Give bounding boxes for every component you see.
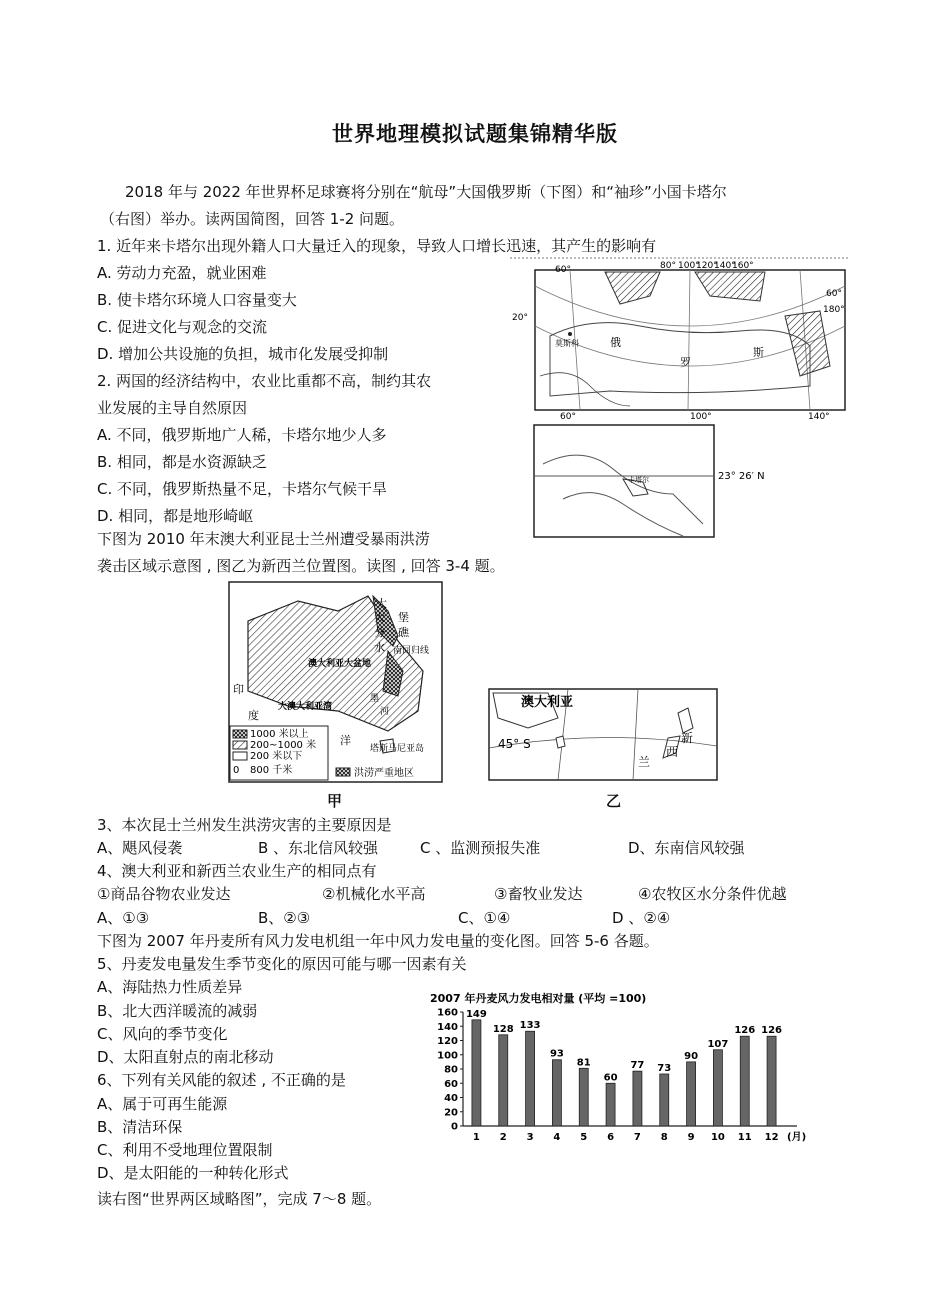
- q4-item-2: ②机械化水平高: [322, 885, 426, 903]
- russia-label-2: 罗: [680, 356, 691, 369]
- bar-month-9: [687, 1062, 696, 1126]
- bar-month-8: [660, 1074, 669, 1126]
- y-tick-label: 160: [437, 1007, 458, 1019]
- aus-label-8: 大澳大利亚湾: [278, 702, 333, 712]
- q1-stem: 1. 近年来卡塔尔出现外籍人口大量迁入的现象，导致人口增长迅速，其产生的影响有: [97, 237, 657, 255]
- bar-value-label: 107: [707, 1038, 729, 1050]
- aus-label-10: 河: [380, 707, 390, 717]
- intro-1-line-1: 2018 年与 2022 年世界杯足球赛将分别在“航母”大国俄罗斯（下图）和“袖珍”小国卡塔尔: [125, 183, 727, 201]
- x-tick-label: 4: [553, 1132, 561, 1143]
- bar-month-1: [472, 1020, 481, 1126]
- bar-month-5: [579, 1068, 588, 1126]
- q1-option-a: A. 劳动力充盈，就业困难: [97, 264, 267, 282]
- qatar-label: 卡塔尔: [628, 476, 649, 484]
- page-title: 世界地理模拟试题集锦精华版: [332, 122, 618, 146]
- y-tick-label: 120: [437, 1036, 458, 1047]
- intro-2-line-2: 袭击区域示意图 , 图乙为新西兰位置图。读图 , 回答 3-4 题。: [97, 557, 505, 575]
- nz-lat-label: 45° S: [498, 737, 531, 751]
- aus-label-7: 澳大利亚大盆地: [308, 659, 372, 669]
- russia-map: [510, 256, 850, 421]
- intro-2-line-1: 下图为 2010 年末澳大利亚昆士兰州遭受暴雨洪涝: [97, 530, 430, 548]
- aus-label-6: 南回归线: [393, 646, 430, 656]
- russia-lon-left: 60°: [555, 265, 571, 275]
- bar-month-4: [552, 1060, 561, 1126]
- bar-value-label: 126: [734, 1025, 756, 1037]
- chart-title: 2007 年丹麦风力发电相对量 (平均 =100): [430, 992, 647, 1005]
- q4-item-4: ④农牧区水分条件优越: [638, 885, 787, 903]
- russia-lon-bottom-2: 140°: [808, 412, 830, 421]
- bar-value-label: 77: [630, 1060, 645, 1072]
- bar-value-label: 60: [603, 1072, 618, 1084]
- qatar-lat-label: 23° 26′ N: [718, 471, 765, 482]
- aus-scale-0: 0: [233, 765, 240, 776]
- nz-label-1: 西: [666, 745, 679, 759]
- qatar-map: [533, 424, 783, 540]
- russia-lon-bottom-1: 100°: [690, 412, 712, 421]
- y-tick-label: 20: [444, 1107, 458, 1119]
- y-tick-label: 0: [451, 1121, 458, 1133]
- x-tick-label: 11: [737, 1132, 752, 1143]
- bar-month-3: [526, 1031, 535, 1126]
- q1-option-d: D. 增加公共设施的负担，城市化发展受抑制: [97, 345, 389, 363]
- bar-value-label: 128: [492, 1023, 514, 1035]
- bar-value-label: 93: [549, 1048, 564, 1060]
- bar-value-label: 90: [684, 1050, 699, 1062]
- aus-label-0: 大: [376, 597, 387, 610]
- q2-option-a: A. 不同，俄罗斯地广人稀，卡塔尔地少人多: [97, 426, 387, 444]
- aus-label-14: 塔斯马尼亚岛: [370, 744, 425, 754]
- y-tick-label: 100: [437, 1050, 458, 1062]
- figure-yi-caption: 乙: [606, 792, 622, 810]
- outro: 读右图“世界两区域略图”，完成 7～8 题。: [97, 1190, 382, 1208]
- q2-option-b: B. 相同，都是水资源缺乏: [97, 453, 267, 471]
- aus-scale-1: 800 千米: [250, 765, 293, 776]
- aus-legend-2: 200 米以下: [250, 751, 303, 762]
- q3-option-c: C 、监测预报失准: [420, 839, 541, 857]
- q6-option-b: B、清洁环保: [97, 1118, 183, 1136]
- x-tick-label: 10: [710, 1132, 725, 1143]
- russia-lon-top-5: 160°: [732, 261, 754, 271]
- russia-lon-right: 180°: [823, 305, 845, 315]
- russia-label-3: 斯: [753, 346, 764, 359]
- q5-option-a: A、海陆热力性质差异: [97, 978, 243, 996]
- y-tick-label: 60: [444, 1078, 458, 1090]
- q6-stem: 6、下列有关风能的叙述 , 不正确的是: [97, 1071, 346, 1089]
- x-tick-label: 8: [660, 1132, 668, 1143]
- y-tick-label: 40: [444, 1093, 458, 1104]
- x-tick-label: 12: [764, 1132, 779, 1143]
- australia-map: [228, 581, 443, 783]
- bar-value-label: 149: [465, 1008, 487, 1020]
- y-tick-label: 80: [444, 1064, 458, 1076]
- aus-label-3: 水: [374, 641, 385, 654]
- q4-option-d: D 、②④: [612, 909, 671, 927]
- q3-option-b: B 、东北信风较强: [258, 839, 379, 857]
- nz-label-2: 兰: [638, 755, 651, 769]
- bar-value-label: 73: [657, 1062, 672, 1074]
- x-tick-label: 3: [526, 1132, 534, 1143]
- aus-label-2: 分: [374, 626, 385, 639]
- x-tick-label: 7: [633, 1132, 641, 1143]
- bar-month-6: [606, 1083, 615, 1126]
- aus-label-12: 度: [248, 709, 259, 722]
- nz-australia-label: 澳大利亚: [521, 695, 574, 710]
- bar-value-label: 81: [576, 1057, 591, 1069]
- q3-option-d: D、东南信风较强: [628, 839, 745, 857]
- q4-item-1: ①商品谷物农业发达: [97, 885, 231, 903]
- q6-option-a: A、属于可再生能源: [97, 1095, 228, 1113]
- wind-power-chart: [425, 988, 820, 1143]
- x-tick-label: 1: [472, 1132, 480, 1143]
- q5-option-c: C、风向的季节变化: [97, 1025, 228, 1043]
- russia-lon-bottom-0: 60°: [560, 412, 576, 421]
- bar-month-10: [713, 1050, 722, 1126]
- figure-jia-caption: 甲: [327, 792, 343, 810]
- q4-option-b: B、②③: [258, 909, 311, 927]
- q4-item-3: ③畜牧业发达: [494, 885, 583, 903]
- q3-option-a: A、飓风侵袭: [97, 839, 183, 857]
- russia-lon-top-4: 140°: [714, 261, 736, 271]
- q2-option-d: D. 相同，都是地形崎岖: [97, 507, 254, 525]
- q2-stem-2: 业发展的主导自然原因: [97, 399, 248, 417]
- bar-month-12: [767, 1036, 776, 1126]
- aus-label-5: 礁: [398, 626, 409, 639]
- russia-lat-right: 60°: [826, 289, 842, 299]
- bar-value-label: 133: [519, 1020, 541, 1032]
- aus-legend-3: 洪涝严重地区: [354, 768, 414, 779]
- q4-stem: 4、澳大利亚和新西兰农业生产的相同点有: [97, 862, 377, 880]
- russia-lat-left: 20°: [512, 313, 528, 323]
- x-tick-label: 9: [687, 1132, 695, 1143]
- russia-lon-top-1: 80°: [660, 261, 676, 271]
- aus-label-4: 堡: [398, 611, 409, 624]
- intro-1-line-2: （右图）举办。读两国简图，回答 1-2 问题。: [100, 210, 405, 228]
- x-tick-label: 5: [580, 1132, 588, 1143]
- russia-lon-top-3: 120°: [696, 261, 718, 271]
- q4-option-c: C、①④: [458, 909, 511, 927]
- q6-option-d: D、是太阳能的一种转化形式: [97, 1164, 289, 1182]
- q1-option-c: C. 促进文化与观念的交流: [97, 318, 268, 336]
- x-tick-label: 2: [499, 1132, 507, 1143]
- aus-label-11: 印: [233, 683, 244, 696]
- q5-option-d: D、太阳直射点的南北移动: [97, 1048, 274, 1066]
- q1-option-b: B. 使卡塔尔环境人口容量变大: [97, 291, 297, 309]
- bar-month-11: [740, 1036, 749, 1126]
- q2-option-c: C. 不同，俄罗斯热量不足，卡塔尔气候干旱: [97, 480, 388, 498]
- x-tick-label: 6: [607, 1132, 615, 1143]
- moscow-label: 莫斯科: [555, 339, 579, 348]
- bar-month-7: [633, 1071, 642, 1126]
- aus-legend-0: 1000 米以上: [250, 729, 309, 740]
- aus-label-1: 大: [374, 611, 385, 624]
- nz-label-0: 新: [681, 731, 694, 745]
- aus-legend-1: 200~1000 米: [250, 740, 317, 751]
- q4-option-a: A、①③: [97, 909, 150, 927]
- aus-label-9: 墨: [370, 694, 380, 704]
- new-zealand-map: [488, 688, 720, 782]
- q6-option-c: C、利用不受地理位置限制: [97, 1141, 273, 1159]
- q2-stem-1: 2. 两国的经济结构中，农业比重都不高，制约其农: [97, 372, 432, 390]
- q5-stem: 5、丹麦发电量发生季节变化的原因可能与哪一因素有关: [97, 955, 467, 973]
- bar-value-label: 126: [761, 1025, 783, 1037]
- chart-x-unit: (月): [787, 1132, 807, 1143]
- russia-label-1: 俄: [610, 336, 621, 349]
- q5-option-b: B、北大西洋暖流的减弱: [97, 1002, 258, 1020]
- q3-stem: 3、本次昆士兰州发生洪涝灾害的主要原因是: [97, 816, 392, 834]
- y-tick-label: 140: [437, 1021, 458, 1033]
- russia-lon-top-2: 100°: [678, 261, 700, 271]
- aus-label-13: 洋: [340, 734, 351, 747]
- intro-3: 下图为 2007 年丹麦所有风力发电机组一年中风力发电量的变化图。回答 5-6 各题。: [97, 932, 659, 950]
- bar-month-2: [499, 1035, 508, 1126]
